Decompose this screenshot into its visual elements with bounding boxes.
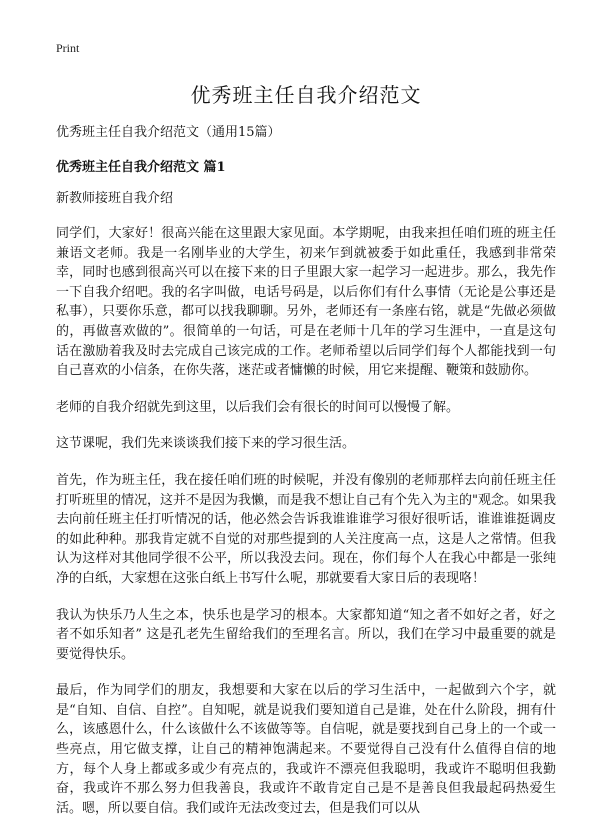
paragraph-last: 最后，作为同学们的朋友，我想要和大家在以后的学习生活中，一起做到六个字，就是“自知、自信、自控”。自知呢，就是说我们要知道自己是谁，处在什么阶段，拥有什么，该感恩什么，什么该做什么不该做等等。自信呢，就是要找到自己身上的一个或一些亮点，用它做支撑，让自己的精神饱满起来。不要觉得自己没有什么值得自信的地方，每个人身上都或多或少有亮点的，我或许不漂亮但我聪明，我或许不聪明但我勤奋，我或许不那么努力但我善良，我或许不敢肯定自己是不是善良但我最起码热爱生活。嗯，所以要自信。我们或许无法改变过去，但是我们可以从	[56, 683, 556, 816]
paragraph-first: 首先，作为班主任，我在接任咱们班的时候呢，并没有像别的老师那样去向前任班主任打听班里的情况，这并不是因为我懒，而是我不想让自己有个先入为主的"观念。如果我去向前任班主任打听情况的话，他必然会告诉我谁谁谁学习很好很听话，谁谁谁挺调皮的如此种种。那我肯定就不自觉的对那些提到的人关注度高一点，这是人之常情。但我认为这样对其他同学很不公平，所以我没去问。现在，你们每个人在我心中都是一张纯净的白纸，大家想在这张白纸上书写什么呢，那就要看大家日后的表现咯！	[56, 472, 556, 586]
paragraph-happiness: 我认为快乐乃人生之本，快乐也是学习的根本。大家都知道“知之者不如好之者，好之者不如乐知者” 这是孔老先生留给我们的至理名言。所以，我们在学习中最重要的就是要觉得快乐。	[56, 607, 556, 662]
paragraph-topic: 这节课呢，我们先来谈谈我们接下来的学习很生活。	[56, 436, 356, 452]
print-link[interactable]: Print	[56, 41, 80, 55]
document-title: 优秀班主任自我介绍范文	[190, 83, 422, 107]
paragraph-greeting: 同学们，大家好！很高兴能在这里跟大家见面。本学期呢，由我来担任咱们班的班主任兼语文老师。我是一名刚毕业的大学生，初来乍到就被委于如此重任，我感到非常荣幸，同时也感到很高兴可以在接下来的日子里跟大家一起学习一起进步。那么，我先作一下自我介绍吧。我的名字叫做，电话号码是，以后你们有什么事情（无论是公事还是私事），只要你乐意，都可以找我聊聊。另外，老师还有一条座右铭，就是“先做必须做的，再做喜欢做的”。很简单的一句话，可是在老师十几年的学习生涯中，一直是这句话在激励着我及时去完成自己该完成的工作。老师希望以后同学们每个人都能找到一句自己喜欢的小信条，在你失落，迷茫或者慵懒的时候，用它来提醒、鞭策和鼓励你。	[56, 226, 556, 379]
section-heading: 优秀班主任自我介绍范文 篇1	[56, 160, 226, 175]
document-subtitle: 优秀班主任自我介绍范文（通用15篇）	[56, 125, 281, 140]
paragraph-intro-end: 老师的自我介绍就先到这里，以后我们会有很长的时间可以慢慢了解。	[56, 399, 460, 415]
document-page	[56, 40, 556, 835]
section-subheading: 新教师接班自我介绍	[56, 191, 174, 206]
